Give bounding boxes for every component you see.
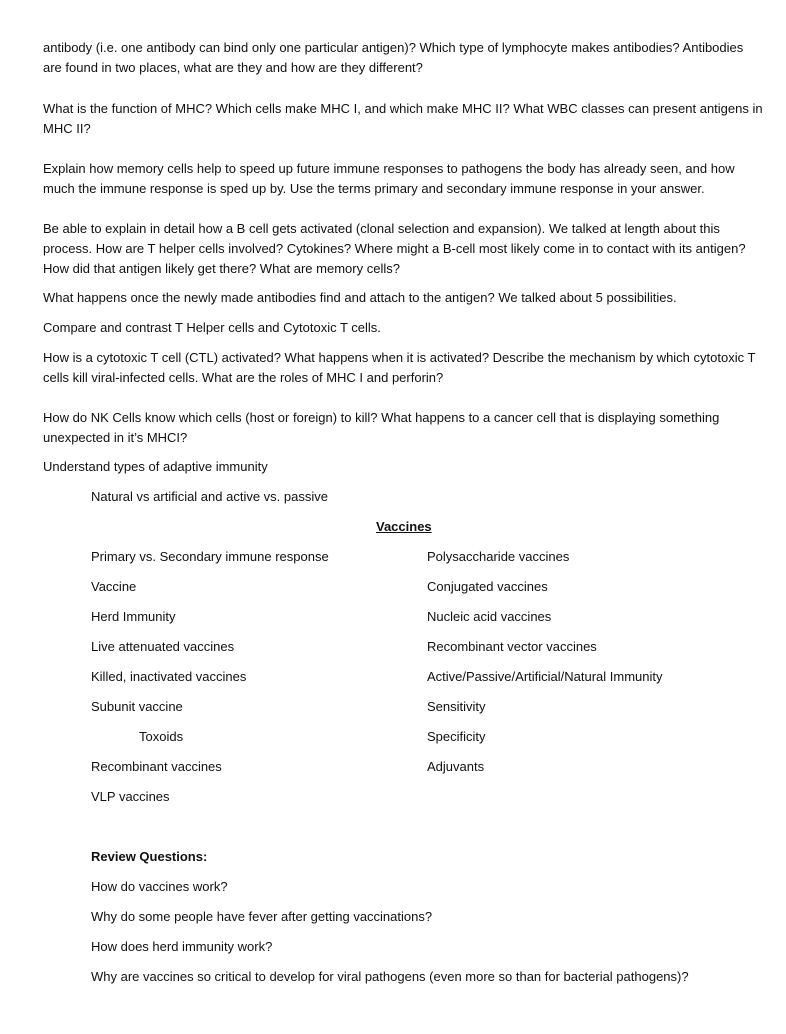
term-item: Specificity [427,729,486,744]
term-item: Killed, inactivated vaccines [91,669,247,684]
term-item: Polysaccharide vaccines [427,549,570,564]
term-item: Primary vs. Secondary immune response [91,549,329,564]
review-question: Why do some people have fever after getting vaccinations? [91,909,433,924]
term-item: Active/Passive/Artificial/Natural Immunity [427,669,663,684]
paragraph-t-helper-vs-cytotoxic: Compare and contrast T Helper cells and Cytotoxic T cells. [43,320,381,335]
paragraph-mhc: What is the function of MHC? Which cells make MHC I, and which make MHC II? What WBC classes can present antigens in MHC II? [43,101,763,136]
review-question: How does herd immunity work? [91,939,273,954]
term-item: Live attenuated vaccines [91,639,235,654]
paragraph-antibody-attach: What happens once the newly made antibodies find and attach to the antigen? We talked about 5 possibilities. [43,290,677,305]
term-item: Sensitivity [427,699,486,714]
term-item: Subunit vaccine [91,699,183,714]
term-item: Vaccine [91,579,137,594]
subitem-natural-artificial: Natural vs artificial and active vs. passive [91,489,328,504]
review-heading: Review Questions: [91,849,208,864]
paragraph-adaptive-immunity: Understand types of adaptive immunity [43,459,268,474]
term-item: Herd Immunity [91,609,176,624]
term-item: Recombinant vector vaccines [427,639,597,654]
term-item: VLP vaccines [91,789,170,804]
term-item: Recombinant vaccines [91,759,222,774]
term-item: Nucleic acid vaccines [427,609,552,624]
paragraph-ctl-activation: How is a cytotoxic T cell (CTL) activated? What happens when it is activated? Describe the mechanism by which cytotoxic T cells kill viral-infected cells. What are the roles of MHC I and perforin? [43,350,756,385]
paragraph-b-cell-activation: Be able to explain in detail how a B cell gets activated (clonal selection and expansion). We talked at length about this process. How are T helper cells involved? Cytokines? Where might a B-cell most likely come in to contact with its antigen? How did that antigen likely get there? What are memory cells? [43,221,746,276]
term-item: Conjugated vaccines [427,579,548,594]
term-item: Adjuvants [427,759,485,774]
paragraph-antibody: antibody (i.e. one antibody can bind only one particular antigen)? Which type of lymphocyte makes antibodies? Antibodies are found in two places, what are they and how are they different? [43,40,744,75]
review-question: Why are vaccines so critical to develop for viral pathogens (even more so than for bacterial pathogens)? [91,969,689,984]
review-question: How do vaccines work? [91,879,228,894]
vaccines-heading: Vaccines [376,519,432,534]
paragraph-nk-cells: How do NK Cells know which cells (host or foreign) to kill? What happens to a cancer cell that is displaying something unexpected in it’s MHCI? [43,410,720,445]
term-item: Toxoids [139,729,184,744]
paragraph-memory-cells: Explain how memory cells help to speed up future immune responses to pathogens the body has already seen, and how much the immune response is sped up by. Use the terms primary and secondary immune response in your answer. [43,161,735,196]
